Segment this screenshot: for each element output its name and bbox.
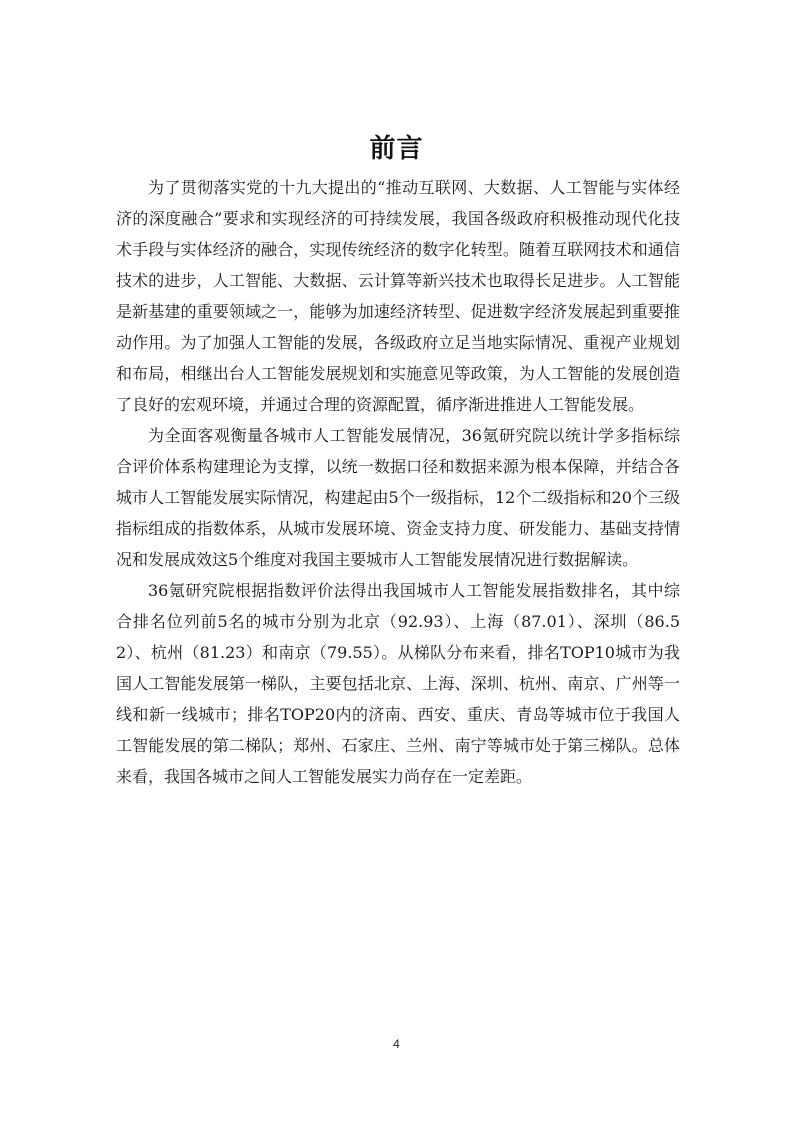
body-text xyxy=(116,172,680,792)
paragraph-2: 为全面客观衡量各城市人工智能发展情况，36氪研究院以统计学多指标综合评价体系构建理论为支撑，以统一数据口径和数据来源为根本保障，并结合各城市人工智能发展实际情况，构建起由5个一级指标，12个二级指标和20个三级指标组成的指数体系，从城市发展环境、资金支持力度、研发能力、基础支持情况和发展成效这5个维度对我国主要城市人工智能发展情况进行数据解读。 xyxy=(116,426,680,569)
paragraph-3: 36氪研究院根据指数评价法得出我国城市人工智能发展指数排名，其中综合排名位列前5名的城市分别为北京（92.93）、上海（87.01）、深圳（86.52）、杭州（81.23）和南京（79.55）。从梯队分布来看，排名TOP10城市为我国人工智能发展第一梯队，主要包括北京、上海、深圳、杭州、南京、广州等一线和新一线城市；排名TOP20内的济南、西安、重庆、青岛等城市位于我国人工智能发展的第二梯队；郑州、石家庄、兰州、南宁等城市处于第三梯队。总体来看，我国各城市之间人工智能发展实力尚存在一定差距。 xyxy=(116,581,680,786)
page-number: 4 xyxy=(393,1037,400,1051)
paragraph-1: 为了贯彻落实党的十九大提出的“推动互联网、大数据、人工智能与实体经济的深度融合”要求和实现经济的可持续发展，我国各级政府积极推动现代化技术手段与实体经济的融合，实现传统经济的数字化转型。随着互联网技术和通信技术的进步，人工智能、大数据、云计算等新兴技术也取得长足进步。人工智能是新基建的重要领域之一，能够为加速经济转型、促进数字经济发展起到重要推动作用。为了加强人工智能的发展，各级政府立足当地实际情况、重视产业规划和布局，相继出台人工智能发展规划和实施意见等政策，为人工智能的发展创造了良好的宏观环境，并通过合理的资源配置，循序渐进推进人工智能发展。 xyxy=(116,178,680,414)
page-title: 前言 xyxy=(369,134,424,165)
